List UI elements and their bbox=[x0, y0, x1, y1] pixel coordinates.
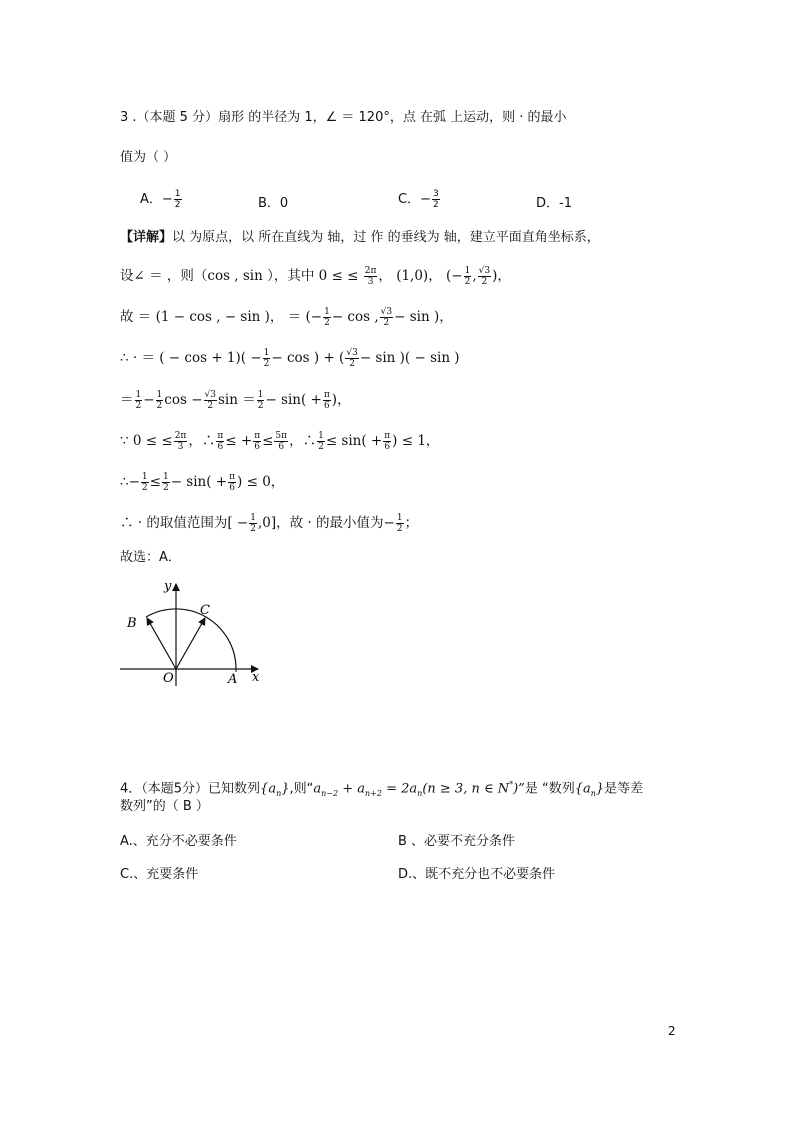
q3-detail-line3: 故 ＝ (1 − cos , − sin )， ＝ (− $\frac{1}{2}$ − cos , $\frac{√3}{2}$ − sin )， bbox=[120, 307, 453, 328]
q3-option-a-label: A．− bbox=[140, 192, 173, 207]
q4-option-c: C.、充要条件 bbox=[120, 867, 199, 882]
page-number: 2 bbox=[668, 1024, 676, 1038]
q4-option-b: B 、必要不充分条件 bbox=[398, 834, 516, 849]
q3-detail-line5: ＝ $\frac{1}{2}$ − $\frac{1}{2}$ cos − $\frac{√3}{2}$ sin ＝ $\frac{1}{2}$ − sin( + $\frac{\pi}{6}$ )， bbox=[120, 390, 351, 411]
label-a: A bbox=[228, 672, 238, 687]
q3-detail-line1 bbox=[120, 228, 600, 248]
detail-tag: 【详解】 bbox=[120, 230, 173, 245]
label-c: C bbox=[200, 603, 210, 618]
q3-detail-line7: ∴− $\frac{1}{2}$ ≤ $\frac{1}{2}$ − sin( + $\frac{\pi}{6}$ ) ≤ 0， bbox=[120, 472, 285, 493]
q3-option-c bbox=[398, 188, 441, 210]
label-b: B bbox=[127, 616, 137, 631]
label-y: y bbox=[164, 579, 172, 594]
q3-option-a bbox=[140, 188, 183, 210]
q4-option-d: D.、既不充分也不必要条件 bbox=[398, 867, 556, 882]
q4-option-a: A.、充分不必要条件 bbox=[120, 834, 237, 849]
sector-diagram bbox=[118, 578, 268, 688]
q3-detail-line8: ∴ · 的取值范围为[ − $\frac{1}{2}$ ,0]，故 · 的最小值为− $\frac{1}{2}$ ； bbox=[120, 513, 419, 534]
label-x: x bbox=[252, 670, 260, 685]
q4-stem-line1: 4．（本题5分）已知数列$\{a_n\}$,则“$a_{n-2} + a_{n+2} = 2a_n(n \ge 3$, n ∈ N*)”是 “数列$\{a_n\}$是等差 bbox=[120, 780, 644, 798]
q3-stem-line1: 3 .（本题 5 分）扇形 的半径为 1，∠ ＝ 120°，点 在弧 上运动，则 · 的最小 bbox=[120, 110, 567, 125]
q3-option-d: D．-1 bbox=[536, 196, 572, 211]
q3-detail-line4: ∴ · ＝ ( − cos + 1)( − $\frac{1}{2}$ − cos ) + ( $\frac{√3}{2}$ − sin )( − sin ) bbox=[120, 348, 460, 369]
q3-detail-line2: 设∠ ＝ ，则（cos , sin ），其中 0 ≤ ≤ $\frac{2\pi}{3}$ ， (1,0)， (− $\frac{1}{2}$ , $\frac{√3}{2}$ )， bbox=[120, 266, 511, 287]
vector-ob bbox=[147, 618, 176, 669]
q3-answer: 故选：A． bbox=[120, 550, 181, 565]
vector-oc bbox=[176, 618, 205, 669]
q3-option-a-fraction: $\frac{1}{2}$ bbox=[174, 189, 181, 210]
label-o: O bbox=[163, 671, 174, 686]
q3-detail-line6: ∵ 0 ≤ ≤ $\frac{2\pi}{3}$ ，∴ $\frac{\pi}{6}$ ≤ + $\frac{\pi}{6}$ ≤ $\frac{5\pi}{6}$ ，∴ $\frac{1}{2}$ ≤ sin( + $\frac{\pi}{6}$ ) ≤ 1， bbox=[120, 431, 440, 452]
q3-option-b: B．0 bbox=[258, 196, 289, 211]
q4-stem-line2: 数列”的（ B ） bbox=[120, 799, 209, 814]
q3-option-c-label: C．− bbox=[398, 192, 431, 207]
q3-option-c-fraction: $\frac{3}{2}$ bbox=[432, 189, 439, 210]
q3-stem-line2: 值为（ ） bbox=[120, 150, 177, 165]
detail-text: 以 为原点，以 所在直线为 轴，过 作 的垂线为 轴，建立平面直角坐标系， bbox=[172, 230, 600, 245]
